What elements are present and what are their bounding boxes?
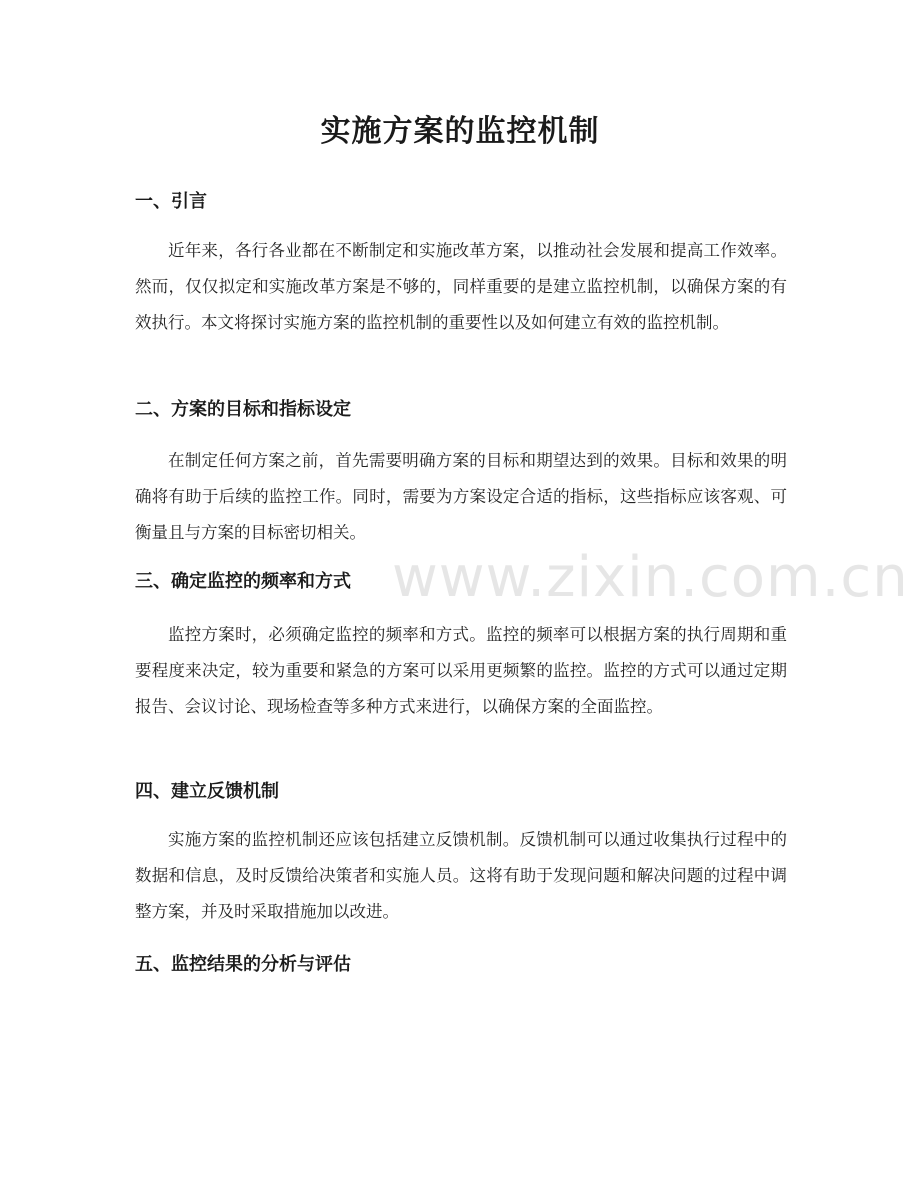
section-body-goals: 在制定任何方案之前，首先需要明确方案的目标和期望达到的效果。目标和效果的明确将有助于后续的监控工作。同时，需要为方案设定合适的指标，这些指标应该客观、可衡量且与方案的目标密切相关。 [135,451,787,542]
section-heading-feedback: 四、建立反馈机制 [135,781,279,802]
section-body-introduction: 近年来，各行各业都在不断制定和实施改革方案，以推动社会发展和提高工作效率。然而，仅仅拟定和实施改革方案是不够的，同样重要的是建立监控机制，以确保方案的有效执行。本文将探讨实施方案的监控机制的重要性以及如何建立有效的监控机制。 [135,241,787,332]
section-body-feedback: 实施方案的监控机制还应该包括建立反馈机制。反馈机制可以通过收集执行过程中的数据和信息，及时反馈给决策者和实施人员。这将有助于发现问题和解决问题的过程中调整方案，并及时采取措施加以改进。 [135,830,787,921]
watermark: www.zixin.com.cn [392,545,909,610]
section-heading-frequency: 三、确定监控的频率和方式 [135,571,351,592]
section-body-frequency: 监控方案时，必须确定监控的频率和方式。监控的频率可以根据方案的执行周期和重要程度来决定，较为重要和紧急的方案可以采用更频繁的监控。监控的方式可以通过定期报告、会议讨论、现场检查等多种方式来进行，以确保方案的全面监控。 [135,625,787,716]
document-title: 实施方案的监控机制 [320,114,600,149]
section-heading-introduction: 一、引言 [135,191,207,212]
section-heading-analysis: 五、监控结果的分析与评估 [135,954,351,975]
section-heading-goals: 二、方案的目标和指标设定 [135,399,351,420]
